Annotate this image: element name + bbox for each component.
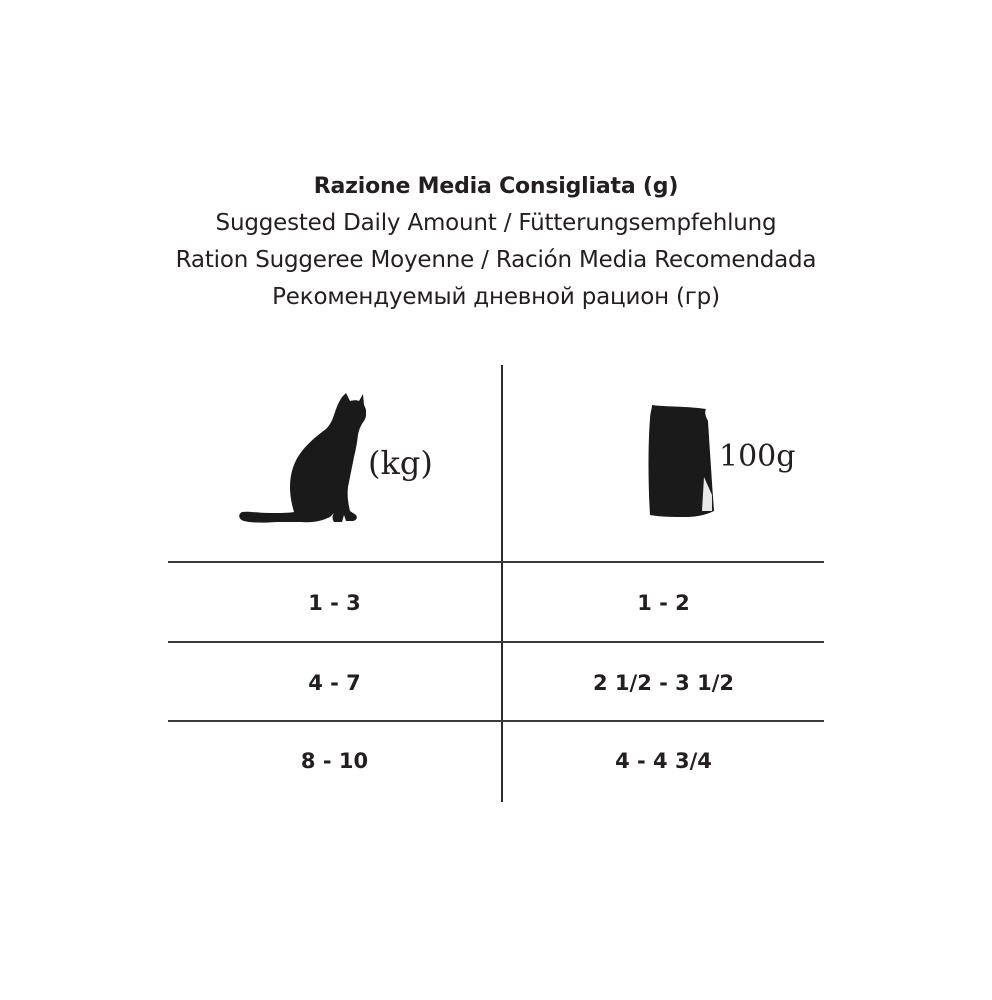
row-divider	[168, 720, 824, 722]
subtitle-russian: Рекомендуемый дневной рацион (гр)	[272, 284, 720, 310]
food-amount-unit: 100g	[719, 439, 796, 474]
feeding-table	[168, 365, 824, 802]
food-amount-cell: 4 - 4 3/4	[615, 749, 712, 773]
cat-weight-cell: 1 - 3	[308, 591, 361, 615]
cat-weight-cell: 8 - 10	[300, 749, 369, 773]
food-amount-cell: 1 - 2	[637, 591, 690, 615]
cat-weight-cell: 4 - 7	[308, 671, 361, 695]
row-divider	[168, 561, 824, 563]
cat-icon	[238, 391, 366, 527]
cat-weight-unit: (kg)	[368, 444, 433, 482]
column-divider	[501, 365, 503, 802]
subtitle-french-spanish: Ration Suggeree Moyenne / Ración Media Recomendada	[175, 247, 817, 273]
feeding-guide-header	[168, 168, 824, 316]
title-italian: Razione Media Consigliata (g)	[313, 174, 679, 199]
subtitle-english-german: Suggested Daily Amount / Fütterungsempfehlung	[215, 210, 777, 236]
food-amount-cell: 2 1/2 - 3 1/2	[593, 671, 734, 695]
row-divider	[168, 641, 824, 643]
pouch-icon	[646, 403, 716, 519]
